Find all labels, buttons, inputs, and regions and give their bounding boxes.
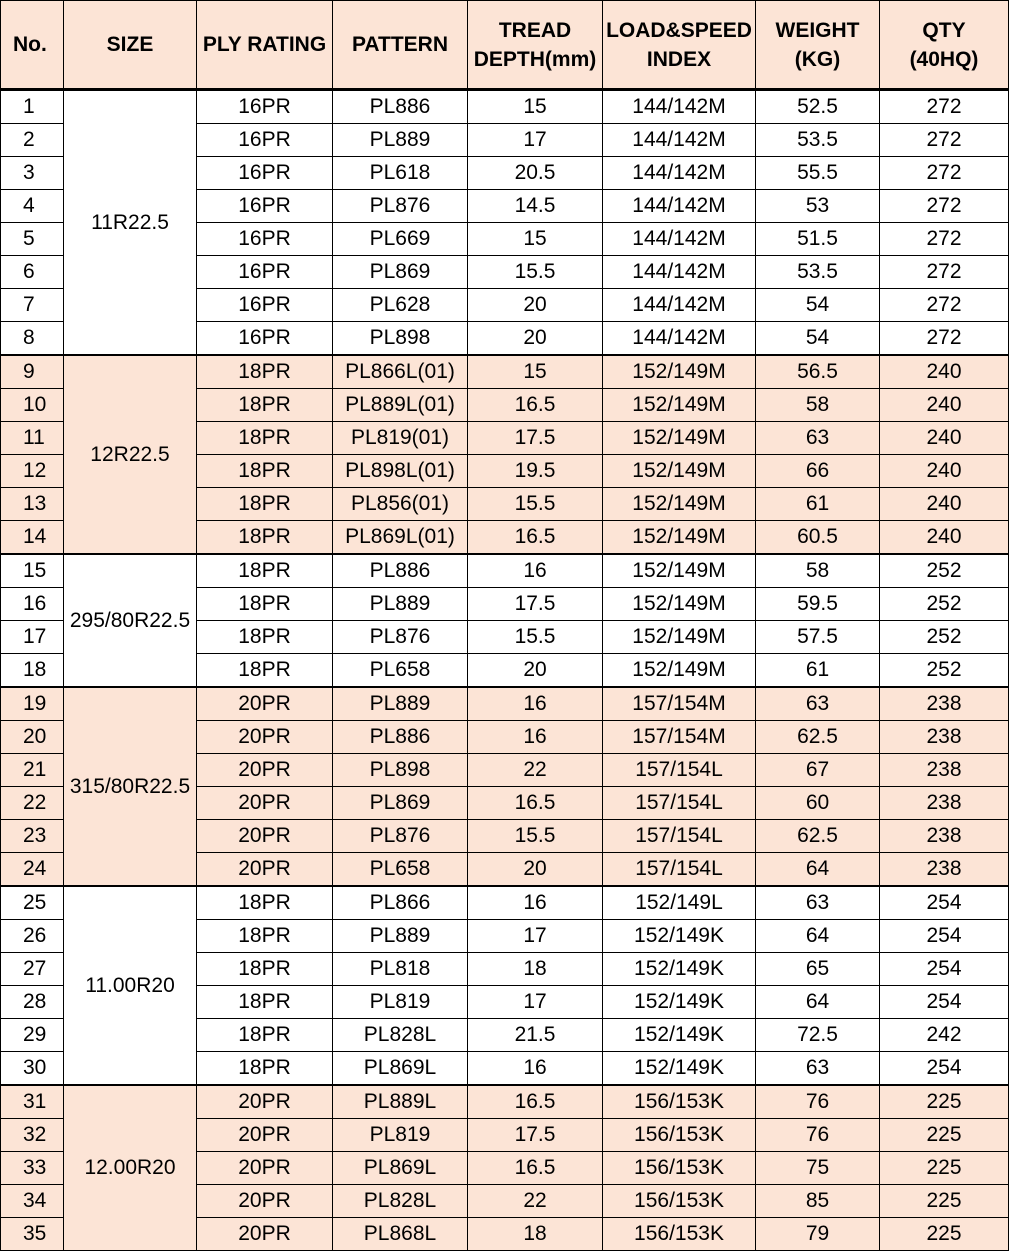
cell-pattern: PL889 [333,588,468,621]
cell-load-speed-index: 152/149M [603,455,756,488]
cell-qty: 238 [880,754,1009,787]
cell-weight: 64 [756,920,880,953]
cell-qty: 238 [880,853,1009,887]
cell-load-speed-index: 144/142M [603,256,756,289]
cell-weight: 55.5 [756,157,880,190]
cell-weight: 63 [756,422,880,455]
cell-tread-depth: 16.5 [468,1085,603,1119]
header-size: SIZE [64,1,197,90]
cell-qty: 252 [880,654,1009,688]
cell-ply-rating: 20PR [197,820,333,853]
cell-qty: 254 [880,886,1009,920]
cell-tread-depth: 14.5 [468,190,603,223]
cell-load-speed-index: 144/142M [603,223,756,256]
cell-ply-rating: 18PR [197,920,333,953]
header-weight-line1: WEIGHT [775,18,860,42]
cell-ply-rating: 20PR [197,853,333,887]
cell-tread-depth: 19.5 [468,455,603,488]
cell-weight: 53.5 [756,124,880,157]
cell-ply-rating: 20PR [197,721,333,754]
cell-no: 3 [1,157,64,190]
cell-pattern: PL889L(01) [333,389,468,422]
cell-qty: 252 [880,621,1009,654]
cell-qty: 254 [880,953,1009,986]
header-ply-rating: PLY RATING [197,1,333,90]
cell-weight: 56.5 [756,355,880,389]
cell-load-speed-index: 157/154L [603,820,756,853]
cell-no: 20 [1,721,64,754]
cell-weight: 65 [756,953,880,986]
cell-load-speed-index: 156/153K [603,1185,756,1218]
cell-ply-rating: 18PR [197,1019,333,1052]
cell-ply-rating: 16PR [197,223,333,256]
cell-ply-rating: 20PR [197,687,333,721]
cell-no: 21 [1,754,64,787]
cell-pattern: PL876 [333,820,468,853]
cell-no: 27 [1,953,64,986]
cell-qty: 242 [880,1019,1009,1052]
cell-weight: 54 [756,322,880,356]
cell-ply-rating: 18PR [197,521,333,555]
cell-pattern: PL869L [333,1052,468,1086]
cell-pattern: PL819(01) [333,422,468,455]
cell-ply-rating: 18PR [197,488,333,521]
cell-no: 1 [1,90,64,124]
cell-weight: 52.5 [756,90,880,124]
cell-load-speed-index: 144/142M [603,289,756,322]
cell-qty: 240 [880,355,1009,389]
cell-no: 8 [1,322,64,356]
cell-no: 5 [1,223,64,256]
cell-weight: 60.5 [756,521,880,555]
cell-pattern: PL828L [333,1019,468,1052]
cell-size: 11.00R20 [64,886,197,1085]
header-ls-line1: LOAD&SPEED [606,18,752,42]
cell-load-speed-index: 156/153K [603,1152,756,1185]
header-row [1,1,1009,90]
header-weight [756,1,880,90]
cell-load-speed-index: 156/153K [603,1218,756,1251]
cell-no: 30 [1,1052,64,1086]
cell-pattern: PL618 [333,157,468,190]
cell-ply-rating: 20PR [197,1119,333,1152]
cell-qty: 272 [880,256,1009,289]
cell-no: 28 [1,986,64,1019]
cell-qty: 240 [880,521,1009,555]
cell-weight: 64 [756,986,880,1019]
table-body [1,90,1009,1251]
cell-pattern: PL886 [333,554,468,588]
cell-tread-depth: 20 [468,654,603,688]
cell-tread-depth: 20.5 [468,157,603,190]
cell-pattern: PL869 [333,256,468,289]
cell-no: 15 [1,554,64,588]
cell-weight: 58 [756,554,880,588]
cell-pattern: PL876 [333,190,468,223]
cell-qty: 225 [880,1152,1009,1185]
cell-tread-depth: 17.5 [468,422,603,455]
header-qty-line1: QTY [922,18,966,42]
cell-ply-rating: 18PR [197,654,333,688]
cell-qty: 240 [880,389,1009,422]
cell-weight: 67 [756,754,880,787]
cell-weight: 76 [756,1119,880,1152]
cell-no: 33 [1,1152,64,1185]
cell-no: 14 [1,521,64,555]
cell-pattern: PL898 [333,322,468,356]
cell-qty: 272 [880,124,1009,157]
cell-ply-rating: 18PR [197,355,333,389]
cell-load-speed-index: 152/149L [603,886,756,920]
cell-weight: 62.5 [756,721,880,754]
cell-no: 11 [1,422,64,455]
cell-pattern: PL658 [333,654,468,688]
cell-tread-depth: 16 [468,886,603,920]
table-row [1,687,1009,721]
cell-qty: 225 [880,1218,1009,1251]
cell-qty: 272 [880,190,1009,223]
cell-load-speed-index: 152/149M [603,355,756,389]
cell-tread-depth: 15.5 [468,820,603,853]
cell-weight: 61 [756,488,880,521]
cell-no: 9 [1,355,64,389]
cell-tread-depth: 16 [468,687,603,721]
cell-qty: 240 [880,455,1009,488]
cell-ply-rating: 18PR [197,588,333,621]
table-row [1,90,1009,124]
cell-tread-depth: 15.5 [468,621,603,654]
cell-ply-rating: 18PR [197,455,333,488]
cell-tread-depth: 17.5 [468,1119,603,1152]
cell-qty: 272 [880,322,1009,356]
cell-tread-depth: 15.5 [468,256,603,289]
cell-pattern: PL819 [333,1119,468,1152]
cell-ply-rating: 16PR [197,90,333,124]
header-ls-line2: INDEX [646,47,712,71]
cell-weight: 66 [756,455,880,488]
cell-ply-rating: 20PR [197,1218,333,1251]
header-weight-line2: (KG) [794,47,841,71]
cell-load-speed-index: 144/142M [603,322,756,356]
table-row [1,554,1009,588]
cell-tread-depth: 16.5 [468,787,603,820]
cell-qty: 252 [880,588,1009,621]
cell-no: 13 [1,488,64,521]
cell-pattern: PL886 [333,90,468,124]
cell-qty: 240 [880,488,1009,521]
cell-tread-depth: 16.5 [468,389,603,422]
cell-load-speed-index: 156/153K [603,1085,756,1119]
cell-no: 7 [1,289,64,322]
header-qty-line2: (40HQ) [909,47,979,71]
cell-weight: 63 [756,687,880,721]
cell-no: 31 [1,1085,64,1119]
cell-load-speed-index: 152/149K [603,920,756,953]
header-qty [880,1,1009,90]
cell-load-speed-index: 152/149M [603,621,756,654]
cell-pattern: PL889 [333,124,468,157]
cell-no: 2 [1,124,64,157]
cell-qty: 238 [880,787,1009,820]
cell-no: 29 [1,1019,64,1052]
cell-pattern: PL889 [333,687,468,721]
cell-ply-rating: 16PR [197,157,333,190]
cell-ply-rating: 18PR [197,886,333,920]
cell-weight: 64 [756,853,880,887]
cell-load-speed-index: 144/142M [603,90,756,124]
cell-pattern: PL876 [333,621,468,654]
cell-no: 23 [1,820,64,853]
cell-tread-depth: 17 [468,986,603,1019]
cell-load-speed-index: 144/142M [603,157,756,190]
cell-weight: 63 [756,1052,880,1086]
cell-load-speed-index: 157/154L [603,787,756,820]
cell-ply-rating: 20PR [197,754,333,787]
cell-ply-rating: 20PR [197,1085,333,1119]
cell-size: 12R22.5 [64,355,197,554]
cell-load-speed-index: 157/154M [603,721,756,754]
header-tread-depth [468,1,603,90]
cell-load-speed-index: 156/153K [603,1119,756,1152]
cell-tread-depth: 16 [468,1052,603,1086]
cell-pattern: PL869L [333,1152,468,1185]
cell-tread-depth: 17 [468,920,603,953]
cell-pattern: PL856(01) [333,488,468,521]
cell-load-speed-index: 152/149M [603,554,756,588]
cell-ply-rating: 20PR [197,1152,333,1185]
cell-tread-depth: 18 [468,1218,603,1251]
cell-load-speed-index: 144/142M [603,124,756,157]
cell-load-speed-index: 152/149M [603,422,756,455]
header-tread-line1: TREAD [498,18,572,42]
cell-weight: 53.5 [756,256,880,289]
cell-load-speed-index: 152/149M [603,654,756,688]
cell-weight: 53 [756,190,880,223]
cell-no: 32 [1,1119,64,1152]
cell-no: 18 [1,654,64,688]
cell-tread-depth: 16.5 [468,521,603,555]
cell-weight: 75 [756,1152,880,1185]
cell-pattern: PL889 [333,920,468,953]
cell-pattern: PL868L [333,1218,468,1251]
cell-tread-depth: 16 [468,721,603,754]
cell-qty: 254 [880,1052,1009,1086]
cell-load-speed-index: 144/142M [603,190,756,223]
cell-qty: 238 [880,820,1009,853]
cell-tread-depth: 15 [468,90,603,124]
cell-pattern: PL898L(01) [333,455,468,488]
cell-qty: 238 [880,721,1009,754]
cell-weight: 76 [756,1085,880,1119]
cell-ply-rating: 20PR [197,1185,333,1218]
cell-size: 12.00R20 [64,1085,197,1251]
cell-load-speed-index: 157/154L [603,754,756,787]
cell-pattern: PL869L(01) [333,521,468,555]
cell-load-speed-index: 152/149K [603,1019,756,1052]
header-pattern: PATTERN [333,1,468,90]
cell-tread-depth: 22 [468,754,603,787]
cell-ply-rating: 18PR [197,621,333,654]
cell-size: 295/80R22.5 [64,554,197,687]
cell-no: 12 [1,455,64,488]
cell-weight: 62.5 [756,820,880,853]
cell-pattern: PL828L [333,1185,468,1218]
cell-pattern: PL819 [333,986,468,1019]
cell-no: 22 [1,787,64,820]
cell-weight: 57.5 [756,621,880,654]
cell-load-speed-index: 152/149M [603,588,756,621]
cell-load-speed-index: 152/149M [603,488,756,521]
cell-pattern: PL866L(01) [333,355,468,389]
cell-pattern: PL889L [333,1085,468,1119]
cell-size: 315/80R22.5 [64,687,197,886]
cell-tread-depth: 15.5 [468,488,603,521]
cell-tread-depth: 20 [468,289,603,322]
cell-tread-depth: 17.5 [468,588,603,621]
cell-pattern: PL669 [333,223,468,256]
cell-ply-rating: 16PR [197,124,333,157]
cell-ply-rating: 16PR [197,322,333,356]
cell-weight: 72.5 [756,1019,880,1052]
cell-ply-rating: 16PR [197,256,333,289]
cell-qty: 272 [880,157,1009,190]
cell-size: 11R22.5 [64,90,197,356]
cell-tread-depth: 18 [468,953,603,986]
cell-pattern: PL866 [333,886,468,920]
cell-no: 26 [1,920,64,953]
cell-tread-depth: 15 [468,223,603,256]
cell-no: 24 [1,853,64,887]
cell-qty: 272 [880,90,1009,124]
cell-ply-rating: 20PR [197,787,333,820]
cell-load-speed-index: 157/154M [603,687,756,721]
cell-tread-depth: 15 [468,355,603,389]
cell-qty: 238 [880,687,1009,721]
cell-weight: 63 [756,886,880,920]
cell-qty: 272 [880,289,1009,322]
cell-load-speed-index: 152/149K [603,1052,756,1086]
cell-tread-depth: 20 [468,322,603,356]
cell-no: 19 [1,687,64,721]
cell-pattern: PL898 [333,754,468,787]
cell-no: 16 [1,588,64,621]
cell-qty: 272 [880,223,1009,256]
table-row [1,355,1009,389]
cell-qty: 252 [880,554,1009,588]
cell-qty: 240 [880,422,1009,455]
cell-tread-depth: 20 [468,853,603,887]
cell-no: 4 [1,190,64,223]
cell-weight: 59.5 [756,588,880,621]
cell-pattern: PL818 [333,953,468,986]
cell-ply-rating: 18PR [197,389,333,422]
cell-pattern: PL628 [333,289,468,322]
cell-qty: 254 [880,986,1009,1019]
cell-no: 34 [1,1185,64,1218]
cell-load-speed-index: 152/149K [603,953,756,986]
cell-load-speed-index: 152/149M [603,389,756,422]
cell-qty: 254 [880,920,1009,953]
cell-ply-rating: 16PR [197,190,333,223]
header-tread-line2: DEPTH(mm) [473,47,597,71]
cell-weight: 54 [756,289,880,322]
cell-ply-rating: 18PR [197,1052,333,1086]
header-load-speed-index [603,1,756,90]
cell-qty: 225 [880,1085,1009,1119]
cell-load-speed-index: 152/149M [603,521,756,555]
cell-ply-rating: 18PR [197,953,333,986]
cell-pattern: PL658 [333,853,468,887]
table-header [1,1,1009,90]
cell-weight: 79 [756,1218,880,1251]
cell-pattern: PL869 [333,787,468,820]
cell-qty: 225 [880,1185,1009,1218]
table-row [1,1085,1009,1119]
cell-weight: 51.5 [756,223,880,256]
cell-no: 35 [1,1218,64,1251]
cell-weight: 60 [756,787,880,820]
cell-weight: 85 [756,1185,880,1218]
cell-tread-depth: 22 [468,1185,603,1218]
cell-tread-depth: 16 [468,554,603,588]
cell-qty: 225 [880,1119,1009,1152]
cell-no: 25 [1,886,64,920]
cell-tread-depth: 16.5 [468,1152,603,1185]
cell-no: 6 [1,256,64,289]
cell-load-speed-index: 157/154L [603,853,756,887]
cell-ply-rating: 18PR [197,422,333,455]
cell-load-speed-index: 152/149K [603,986,756,1019]
cell-tread-depth: 21.5 [468,1019,603,1052]
cell-pattern: PL886 [333,721,468,754]
cell-tread-depth: 17 [468,124,603,157]
cell-no: 10 [1,389,64,422]
header-no: No. [1,1,64,90]
cell-weight: 58 [756,389,880,422]
cell-ply-rating: 18PR [197,554,333,588]
cell-weight: 61 [756,654,880,688]
table-row [1,886,1009,920]
cell-ply-rating: 16PR [197,289,333,322]
cell-ply-rating: 18PR [197,986,333,1019]
cell-no: 17 [1,621,64,654]
